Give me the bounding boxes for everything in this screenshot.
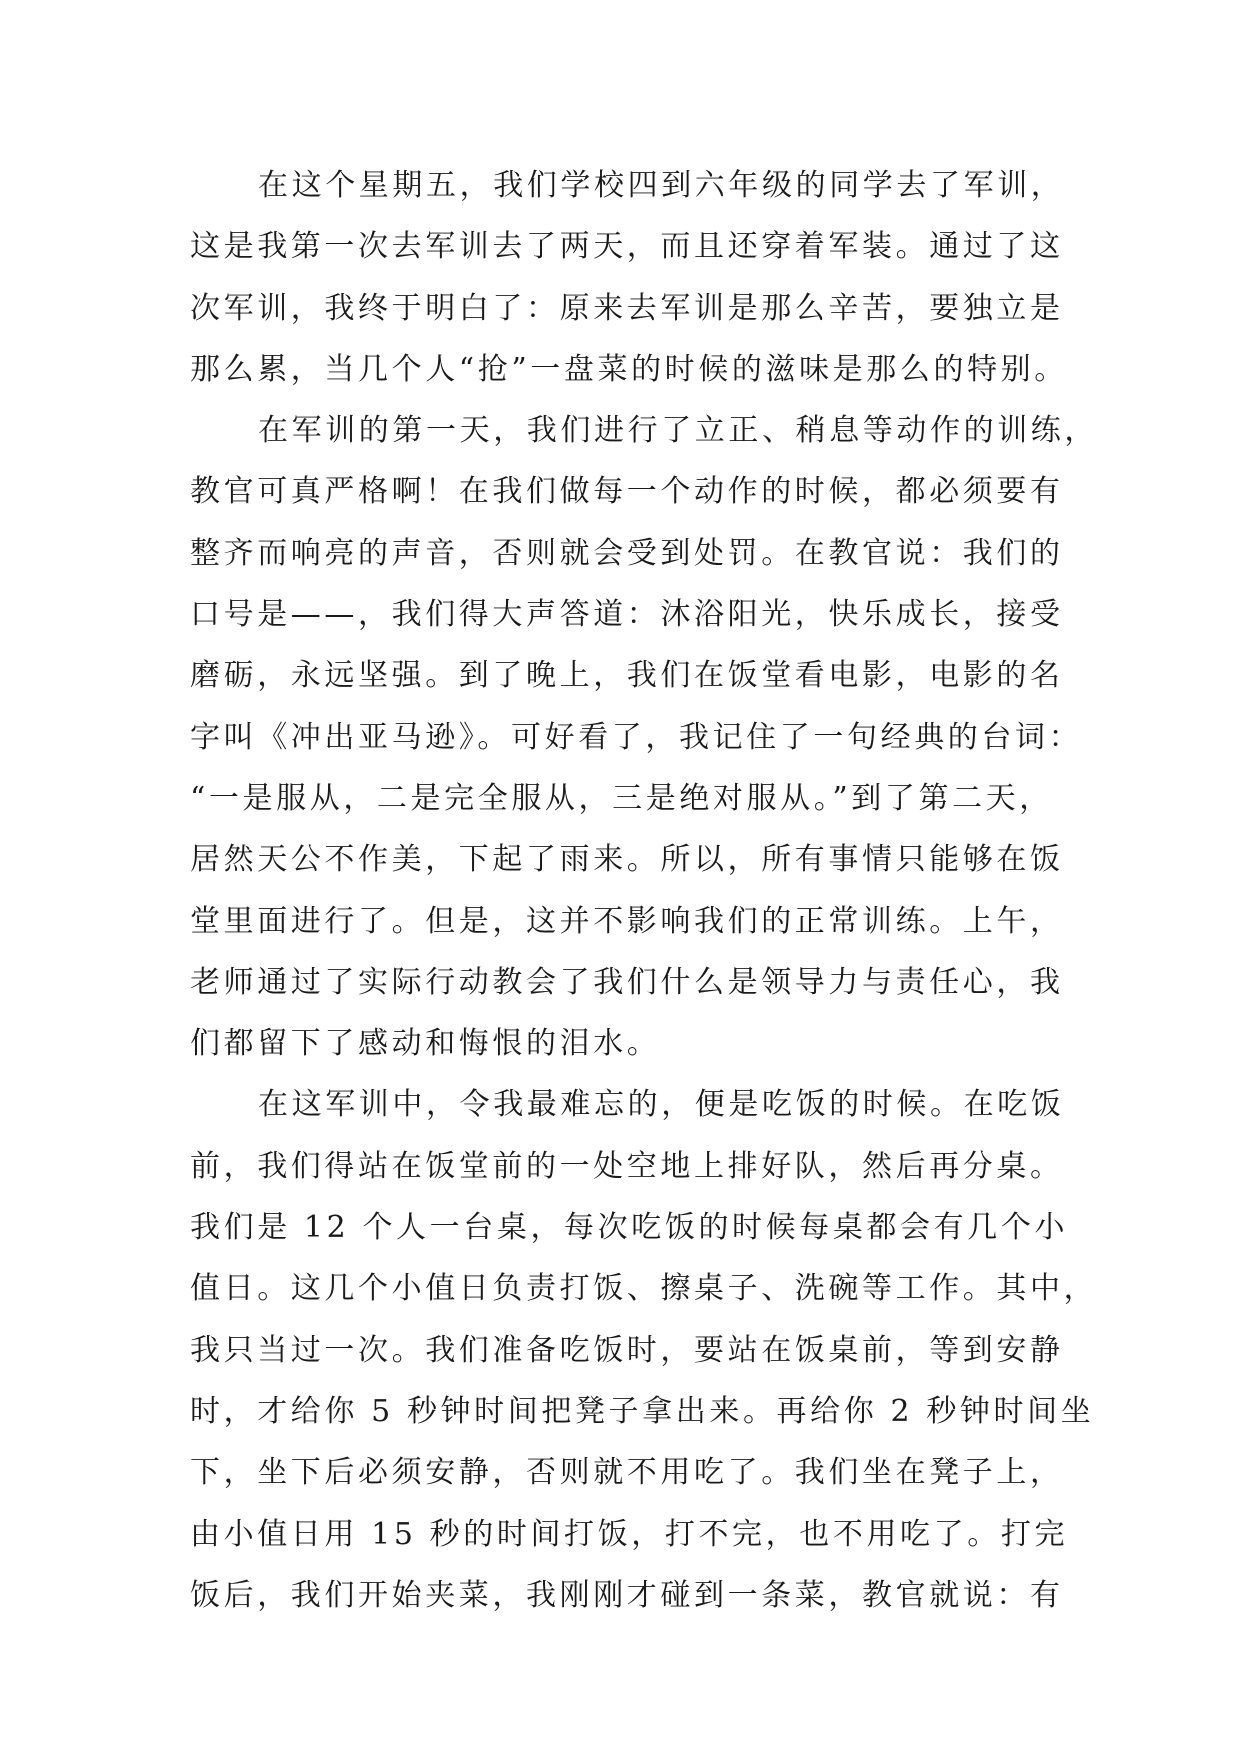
paragraph-2-line-4: 口号是——，我们得大声答道：沐浴阳光，快乐成长，接受 <box>190 597 1064 633</box>
paragraph-2-line-6: 字叫《冲出亚马逊》。可好看了，我记住了一句经典的台词： <box>190 719 1083 755</box>
paragraph-3-line-3: 我们是 12 个人一台桌，每次吃饭的时候每桌都会有几个小 <box>190 1210 1069 1246</box>
paragraph-3-line-8: 由小值日用 15 秒的时间打饭，打不完，也不用吃了。打完 <box>190 1516 1069 1552</box>
paragraph-2-line-8: 居然天公不作美，下起了雨来。所以，所有事情只能够在饭 <box>190 842 1064 878</box>
paragraph-2-line-11: 们都留下了感动和悔恨的泪水。 <box>190 1026 661 1062</box>
paragraph-3-line-1: 在这军训中，令我最难忘的，便是吃饭的时候。在吃饭 <box>258 1087 1065 1123</box>
paragraph-2-line-10: 老师通过了实际行动教会了我们什么是领导力与责任心，我 <box>190 964 1064 1000</box>
paragraph-3-line-2: 前，我们得站在饭堂前的一处空地上排好队，然后再分桌。 <box>190 1148 1064 1184</box>
paragraph-2-line-1: 在军训的第一天，我们进行了立正、稍息等动作的训练， <box>258 413 1098 449</box>
paragraph-1-line-1: 在这个星期五，我们学校四到六年级的同学去了军训， <box>258 168 1065 203</box>
paragraph-2-line-5: 磨砺，永远坚强。到了晚上，我们在饭堂看电影，电影的名 <box>190 658 1064 694</box>
essay-body <box>190 155 1098 1626</box>
paragraph-2-line-3: 整齐而响亮的声音，否则就会受到处罚。在教官说：我们的 <box>190 535 1064 571</box>
paragraph-1-line-4: 那么累，当几个人“抢”一盘菜的时候的滋味是那么的特别。 <box>190 351 1068 387</box>
paragraph-2-line-7: “一是服从，二是完全服从，三是绝对服从。”到了第二天， <box>190 780 1053 816</box>
paragraph-3-line-9: 饭后，我们开始夹菜，我刚刚才碰到一条菜，教官就说：有 <box>190 1577 1064 1613</box>
paragraph-3-line-5: 我只当过一次。我们准备吃饭时，要站在饭桌前，等到安静 <box>190 1332 1064 1368</box>
paragraph-1-line-2: 这是我第一次去军训去了两天，而且还穿着军装。通过了这 <box>190 229 1064 265</box>
paragraph-3-line-6: 时，才给你 5 秒钟时间把凳子拿出来。再给你 2 秒钟时间坐 <box>190 1393 1095 1429</box>
paragraph-3-line-7: 下，坐下后必须安静，否则就不用吃了。我们坐在凳子上， <box>190 1455 1064 1491</box>
paragraph-1-line-3: 次军训，我终于明白了：原来去军训是那么辛苦，要独立是 <box>190 290 1064 326</box>
paragraph-3-line-4: 值日。这几个小值日负责打饭、擦桌子、洗碗等工作。其中， <box>190 1271 1098 1307</box>
paragraph-2-line-2: 教官可真严格啊！在我们做每一个动作的时候，都必须要有 <box>190 474 1064 510</box>
paragraph-2-line-9: 堂里面进行了。但是，这并不影响我们的正常训练。上午， <box>190 903 1064 939</box>
